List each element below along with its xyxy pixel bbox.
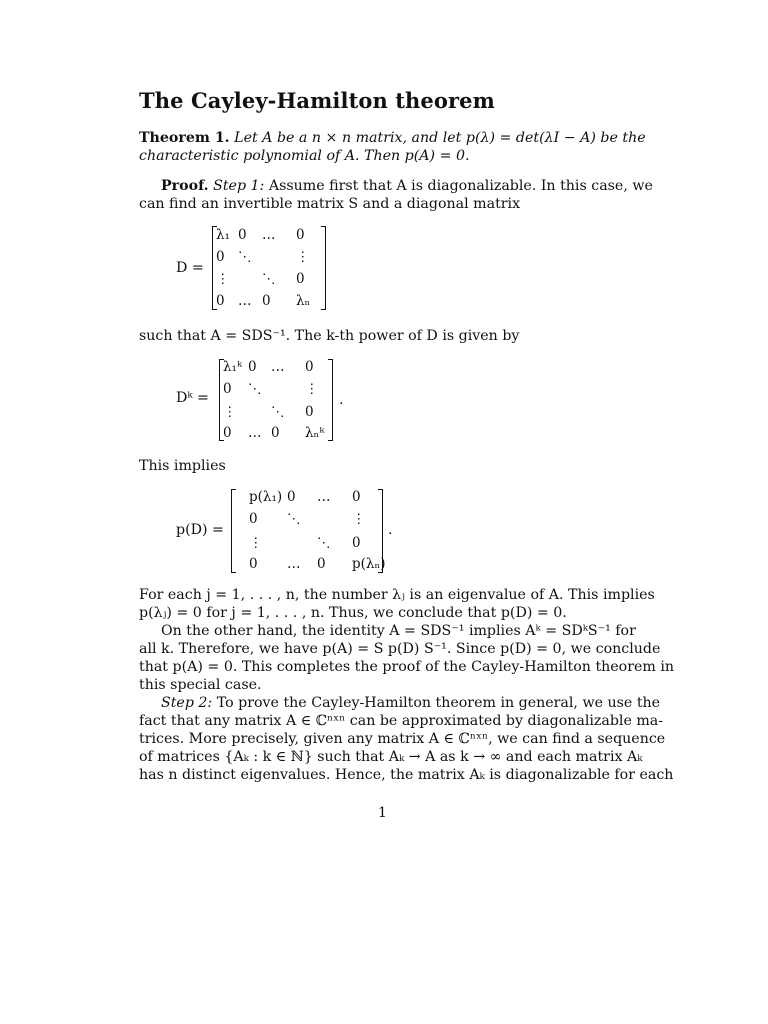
theorem-line-1: Let A be a n × n matrix, and let p(λ) = det(λI − A) be the xyxy=(234,130,646,146)
matrix-cell: 0 xyxy=(271,425,280,441)
matrix-pd-period: . xyxy=(388,522,393,538)
matrix-cell: 0 xyxy=(352,489,361,505)
matrix-cell: 0 xyxy=(352,535,361,551)
page-number: 1 xyxy=(378,805,387,821)
eigen-line-1: For each j = 1, . . . , n, the number λⱼ is an eigenvalue of A. This implies xyxy=(139,587,655,603)
matrix-cell: … xyxy=(248,425,262,441)
other-line-3: that p(A) = 0. This completes the proof of the Cayley-Hamilton theorem in xyxy=(139,659,675,675)
other-line-4: this special case. xyxy=(139,677,262,693)
proof-line-1: Assume first that A is diagonalizable. In this case, we xyxy=(264,178,653,194)
paragraph-other-hand xyxy=(139,622,675,694)
step2-line-5: has n distinct eigenvalues. Hence, the matrix Aₖ is diagonalizable for each xyxy=(139,767,674,783)
matrix-cell: 0 xyxy=(287,489,296,505)
proof-label: Proof. xyxy=(161,178,209,194)
matrix-cell: ⋱ xyxy=(271,404,285,420)
matrix-cell: ⋮ xyxy=(223,404,237,420)
paragraph-step-2 xyxy=(139,694,674,784)
matrix-cell: λₙᵏ xyxy=(305,425,325,441)
matrix-cell: 0 xyxy=(216,293,225,309)
left-bracket xyxy=(231,489,236,573)
theorem-label: Theorem 1. xyxy=(139,130,230,146)
theorem-statement xyxy=(139,129,646,165)
matrix-cell: 0 xyxy=(249,556,258,572)
other-line-1: On the other hand, the identity A = SDS⁻¹ implies Aᵏ = SDᵏS⁻¹ for xyxy=(161,623,636,639)
matrix-cell: 0 xyxy=(296,227,305,243)
matrix-cell: ⋮ xyxy=(296,249,310,265)
matrix-dk-period: . xyxy=(339,392,344,408)
matrix-cell: ⋱ xyxy=(317,535,331,551)
matrix-cell: 0 xyxy=(262,293,271,309)
step2-line-2: fact that any matrix A ∈ ℂⁿˣⁿ can be approximated by diagonalizable ma- xyxy=(139,713,664,729)
matrix-cell: ⋮ xyxy=(249,535,263,551)
step2-label: Step 2: xyxy=(161,695,213,711)
matrix-cell: 0 xyxy=(317,556,326,572)
matrix-cell: 0 xyxy=(305,359,314,375)
right-bracket xyxy=(321,226,326,310)
matrix-d-lhs: D = xyxy=(176,260,204,276)
other-line-2: all k. Therefore, we have p(A) = S p(D) S⁻¹. Since p(D) = 0, we conclude xyxy=(139,641,661,657)
matrix-cell: 0 xyxy=(248,359,257,375)
matrix-cell: λₙ xyxy=(296,293,311,309)
matrix-d xyxy=(212,226,326,310)
matrix-cell: λ₁ xyxy=(216,227,230,243)
text-this-implies-line: This implies xyxy=(139,458,226,474)
step1-label: Step 1: xyxy=(213,178,265,194)
matrix-dk xyxy=(219,359,333,441)
matrix-cell: ⋱ xyxy=(248,381,262,397)
matrix-cell: ⋱ xyxy=(262,271,276,287)
matrix-cell: ⋮ xyxy=(352,511,366,527)
matrix-cell: 0 xyxy=(216,249,225,265)
matrix-cell: ⋮ xyxy=(305,381,319,397)
text-this-implies xyxy=(139,457,628,475)
matrix-cell: 0 xyxy=(238,227,247,243)
matrix-pd xyxy=(231,489,386,573)
matrix-cell: λ₁ᵏ xyxy=(223,359,242,375)
proof-intro xyxy=(139,177,653,213)
matrix-pd-lhs: p(D) = xyxy=(176,522,224,538)
text-after-d xyxy=(139,327,628,345)
text-after-d-line: such that A = SDS⁻¹. The k-th power of D is given by xyxy=(139,328,520,344)
matrix-cell: 0 xyxy=(223,381,232,397)
matrix-cell: 0 xyxy=(296,271,305,287)
matrix-cell: … xyxy=(317,489,331,505)
step2-line-3: trices. More precisely, given any matrix A ∈ ℂⁿˣⁿ, we can find a sequence xyxy=(139,731,666,747)
right-bracket xyxy=(328,359,333,441)
matrix-cell: … xyxy=(262,227,276,243)
matrix-cell: … xyxy=(287,556,301,572)
matrix-cell: ⋱ xyxy=(238,249,252,265)
theorem-line-2: characteristic polynomial of A. Then p(A) = 0. xyxy=(139,148,470,164)
proof-line-2: can find an invertible matrix S and a diagonal matrix xyxy=(139,196,521,212)
eigen-line-2: p(λⱼ) = 0 for j = 1, . . . , n. Thus, we conclude that p(D) = 0. xyxy=(139,605,567,621)
matrix-cell: 0 xyxy=(305,404,314,420)
matrix-cell: ⋱ xyxy=(287,511,301,527)
step2-line-1: To prove the Cayley-Hamilton theorem in general, we use the xyxy=(212,695,661,711)
matrix-cell: p(λₙ) xyxy=(352,556,386,572)
matrix-cell: 0 xyxy=(223,425,232,441)
paragraph-eigenvalues xyxy=(139,586,655,622)
matrix-cell: … xyxy=(271,359,285,375)
step2-line-4: of matrices {Aₖ : k ∈ ℕ} such that Aₖ → A as k → ∞ and each matrix Aₖ xyxy=(139,749,643,765)
matrix-cell: … xyxy=(238,293,252,309)
matrix-dk-lhs: Dᵏ = xyxy=(176,390,209,406)
matrix-cell: p(λ₁) xyxy=(249,489,283,505)
matrix-cell: 0 xyxy=(249,511,258,527)
matrix-cell: ⋮ xyxy=(216,271,230,287)
page-title: The Cayley-Hamilton theorem xyxy=(139,88,495,113)
